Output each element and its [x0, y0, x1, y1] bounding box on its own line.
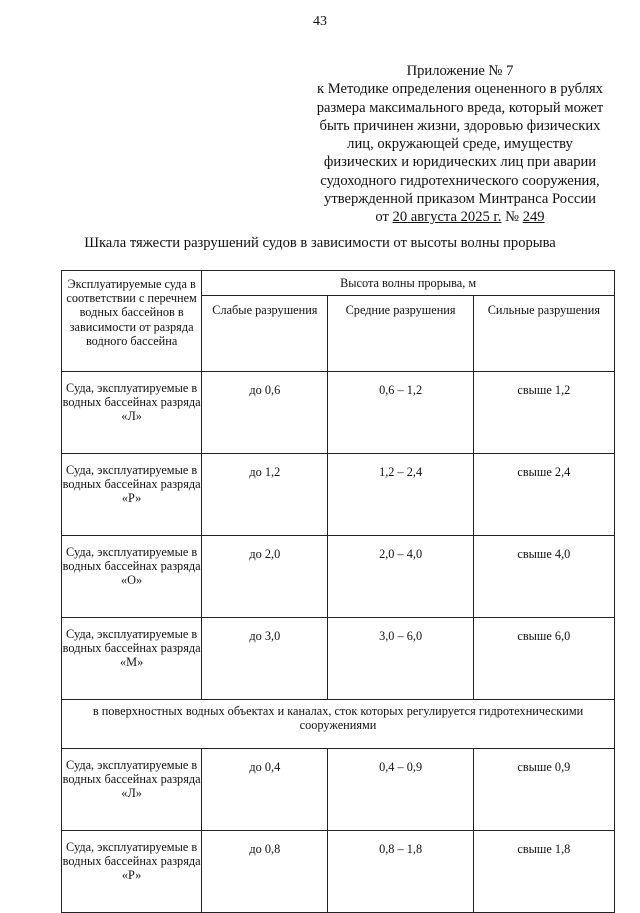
appendix-line: лиц, окружающей среде, имуществу: [347, 136, 573, 153]
weak-cell: до 1,2: [202, 454, 328, 536]
weak-cell: до 3,0: [202, 618, 328, 700]
vessel-cell: Суда, эксплуатируемые в водных бассейнах разряда «М»: [62, 618, 202, 700]
damage-scale-table: [61, 270, 615, 913]
order-date: 20 августа 2025 г.: [392, 209, 502, 226]
medium-cell: 1,2 – 2,4: [328, 454, 473, 536]
strong-cell: свыше 1,8: [473, 831, 614, 913]
vessel-cell: Суда, эксплуатируемые в водных бассейнах разряда «О»: [62, 536, 202, 618]
appendix-line: быть причинен жизни, здоровью физических: [319, 117, 601, 134]
vessel-column-header: Эксплуатируемые суда в соответствии с перечнем водных бассейнов в зависимости от разряда водного бассейна: [62, 271, 202, 372]
wave-height-group-header: Высота волны прорыва, м: [202, 271, 615, 296]
medium-cell: 2,0 – 4,0: [328, 536, 473, 618]
weak-cell: до 2,0: [202, 536, 328, 618]
table-row: [62, 831, 615, 913]
vessel-cell: Суда, эксплуатируемые в водных бассейнах разряда «Л»: [62, 372, 202, 454]
date-prefix: от: [375, 209, 389, 226]
strong-cell: свыше 1,2: [473, 372, 614, 454]
weak-damage-header: Слабые разрушения: [202, 296, 328, 372]
weak-cell: до 0,4: [202, 749, 328, 831]
appendix-line: утвержденной приказом Минтранса России: [324, 191, 596, 208]
appendix-line: размера максимального вреда, который может: [316, 99, 604, 116]
strong-cell: свыше 0,9: [473, 749, 614, 831]
number-prefix: №: [505, 209, 520, 226]
strong-damage-header: Сильные разрушения: [473, 296, 614, 372]
strong-cell: свыше 6,0: [473, 618, 614, 700]
appendix-line: судоходного гидротехнического сооружения,: [320, 172, 600, 189]
medium-cell: 3,0 – 6,0: [328, 618, 473, 700]
vessel-cell: Суда, эксплуатируемые в водных бассейнах разряда «Л»: [62, 749, 202, 831]
table-row: [62, 372, 615, 454]
weak-cell: до 0,8: [202, 831, 328, 913]
vessel-cell: Суда, эксплуатируемые в водных бассейнах разряда «Р»: [62, 454, 202, 536]
table-row: [62, 454, 615, 536]
table-title: Шкала тяжести разрушений судов в зависимости от высоты волны прорыва: [84, 235, 556, 251]
table-row: [62, 536, 615, 618]
appendix-title: Приложение № 7: [406, 63, 514, 79]
strong-cell: свыше 4,0: [473, 536, 614, 618]
weak-cell: до 0,6: [202, 372, 328, 454]
page-number: 43: [313, 14, 327, 29]
medium-cell: 0,4 – 0,9: [328, 749, 473, 831]
strong-cell: свыше 2,4: [473, 454, 614, 536]
section-row: [62, 700, 615, 749]
medium-cell: 0,6 – 1,2: [328, 372, 473, 454]
medium-cell: 0,8 – 1,8: [328, 831, 473, 913]
medium-damage-header: Средние разрушения: [328, 296, 473, 372]
table-header-row: [62, 271, 615, 296]
section-title: в поверхностных водных объектах и каналах, сток которых регулируется гидротехническими сооружениями: [62, 700, 615, 749]
table-row: [62, 749, 615, 831]
appendix-header: [300, 62, 620, 227]
appendix-date-line: [300, 208, 620, 226]
appendix-line: к Методике определения оцененного в рублях: [317, 81, 603, 98]
order-number: 249: [522, 209, 545, 226]
vessel-cell: Суда, эксплуатируемые в водных бассейнах разряда «Р»: [62, 831, 202, 913]
table-row: [62, 618, 615, 700]
appendix-line: физических и юридических лиц при аварии: [323, 154, 597, 171]
